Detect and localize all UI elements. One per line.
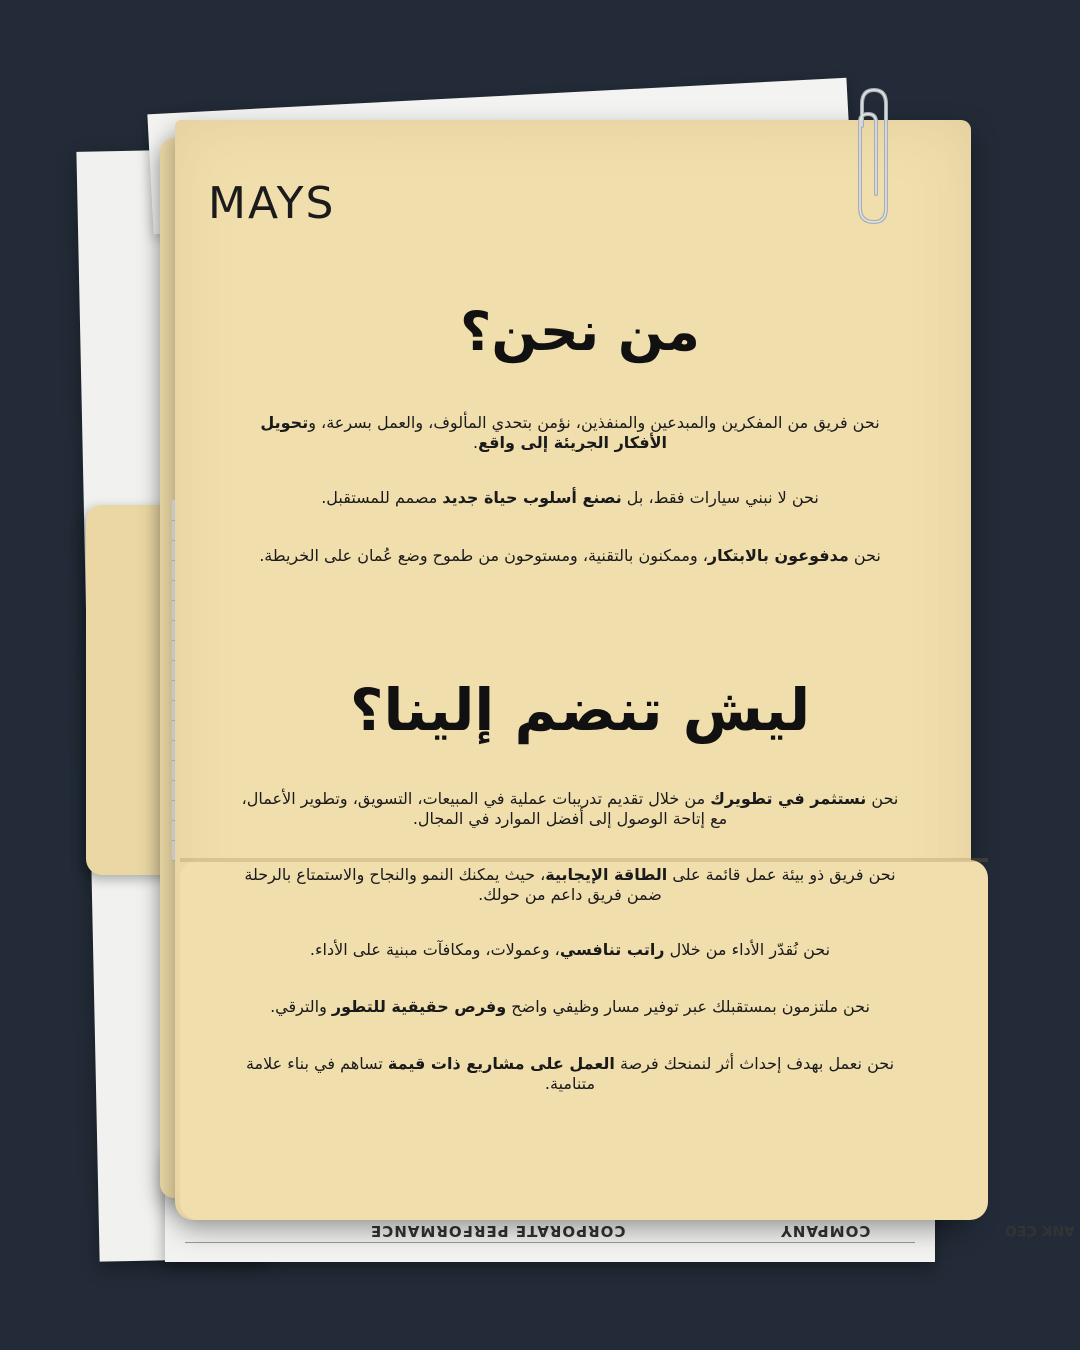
paper-label: ANK CEO <box>1005 1222 1076 1238</box>
why-join-paragraph: نحن نُقدّر الأداء من خلال راتب تنافسي، وعمولات، ومكافآت مبنية على الأداء. <box>309 940 831 959</box>
section-heading-why-join: ليش تنضم إلينا؟ <box>349 676 811 744</box>
why-join-paragraph: نحن نعمل بهدف إحداث أثر لنمنحك فرصة العمل على مشاريع ذات قيمة تساهم في بناء علامة متنامية. <box>245 1054 895 1093</box>
about-paragraph: نحن لا نبني سيارات فقط، بل نصنع أسلوب حياة جديد مصمم للمستقبل. <box>321 488 819 507</box>
paperclip-icon <box>848 86 896 226</box>
about-paragraph: نحن فريق من المفكرين والمبدعين والمنفذين، نؤمن بتحدي المألوف، والعمل بسرعة، وتحويل الأفكار الجريئة إلى واقع. <box>260 413 880 452</box>
section-heading-about: من نحن؟ <box>460 300 700 363</box>
divider <box>185 1242 915 1243</box>
paper-label: CORPORATE PERFORMANCE <box>370 1222 626 1240</box>
why-join-paragraph: نحن ملتزمون بمستقبلك عبر توفير مسار وظيفي واضح وفرص حقيقية للتطور والترقي. <box>270 997 870 1016</box>
folder-fold <box>180 858 988 862</box>
folder-front-lower <box>180 860 988 1220</box>
brand-logo: MAYS <box>208 178 336 229</box>
paper-label: COMPANY <box>780 1222 871 1240</box>
why-join-paragraph: نحن نستثمر في تطويرك من خلال تقديم تدريبات عملية في المبيعات، التسويق، وتطوير الأعمال، مع إتاحة الوصول إلى أفضل الموارد في المجال. <box>241 789 899 828</box>
why-join-paragraph: نحن فريق ذو بيئة عمل قائمة على الطاقة الإيجابية، حيث يمكنك النمو والنجاح والاستمتاع بالرحلة ضمن فريق داعم من حولك. <box>244 865 896 904</box>
about-paragraph: نحن مدفوعون بالابتكار، وممكنون بالتقنية، ومستوحون من طموح وضع عُمان على الخريطة. <box>259 546 881 565</box>
